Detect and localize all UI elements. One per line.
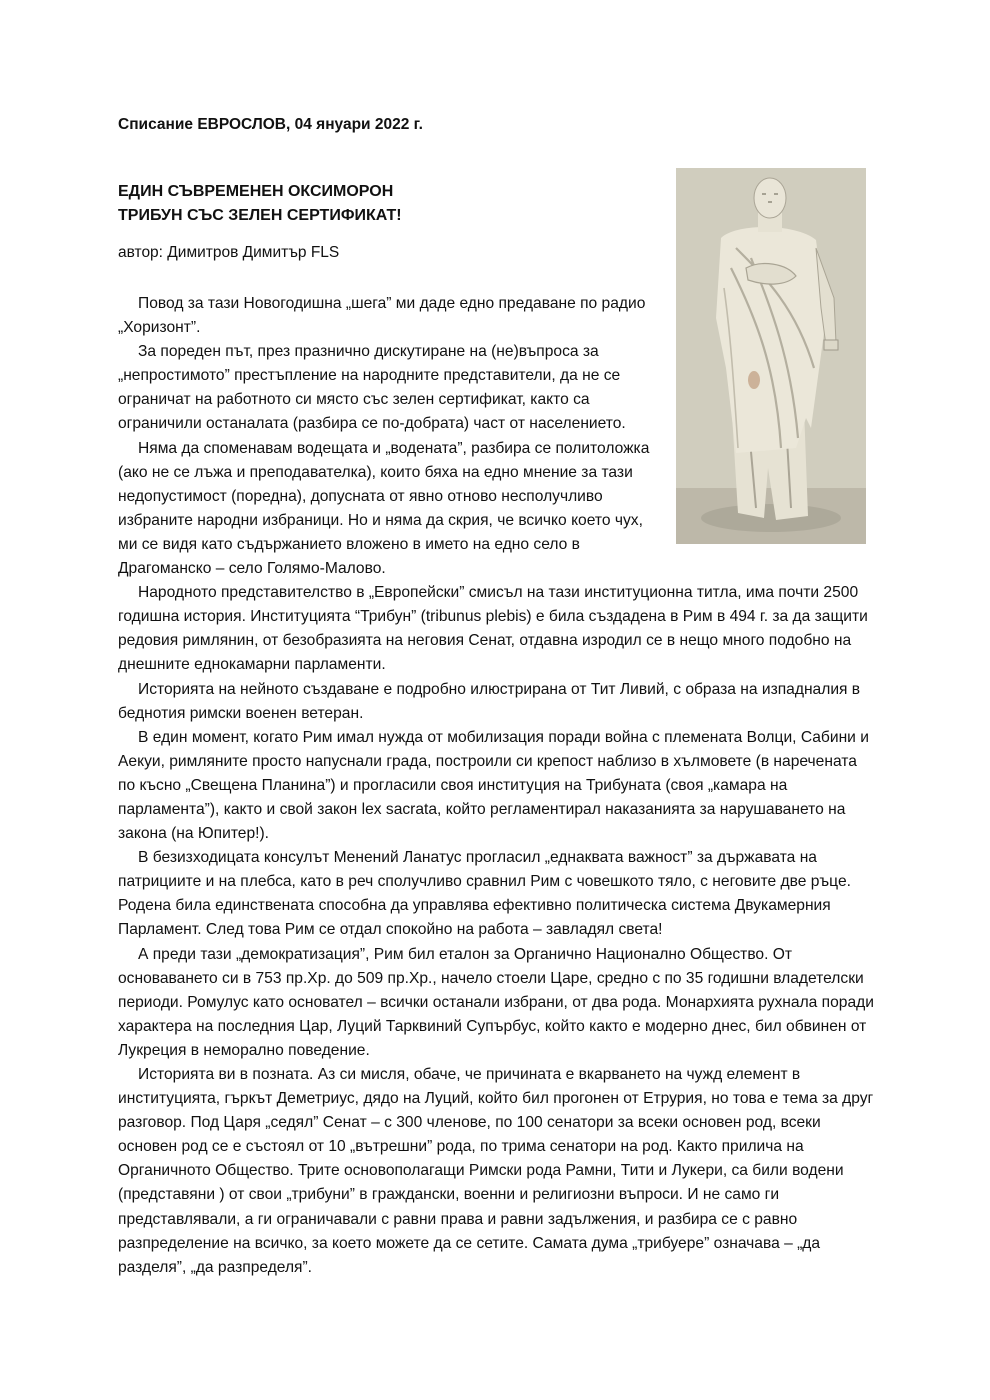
paragraph: В един момент, когато Рим имал нужда от мобилизация поради война с племената Волци, Сабини и Аекуи, римляните просто напуснали града, построили си крепост наблизо в хълмовете (в наречената по късно „Свещена Планина”) и прогласили своя институция на Трибуната (своя „камара на парламента”), както и свой закон lex sacrata, който регламентирал наказанията за нарушаването на закона (на Юпитер!). xyxy=(118,728,869,843)
paragraph: Няма да споменавам водещата и „водената”, разбира се политоложка (ако не се лъжа и преподавателка), които бяха на едно мнение за тази недопустимост (поредна), допусната от явно отново несполучливо избраните народни избраници. Но и няма да скрия, че всичко което чух, ми се видя като съдържанието вложено в името на едно село в Драгоманско – село Голямо-Малово. xyxy=(118,439,650,578)
title-line-2: ТРИБУН СЪС ЗЕЛЕН СЕРТИФИКАТ! xyxy=(118,207,402,224)
author-line: автор: Димитров Димитър FLS xyxy=(118,244,340,261)
paragraph: Историята ви в позната. Аз си мисля, обаче, че причината е вкарването на чужд елемент в институцията, гъркът Деметриус, дядо на Луций, който бил прогонен от Етрурия, но това е тема за друг разговор. Под Царя „седял” Сенат – с 300 членове, по 100 сенатори за всеки основен род, всеки основен род се е състоял от 10 „вътрешни” рода, по трима сенатори на род. Както прилича на Органичното Общество. Трите основополагащи Римски рода Рамни, Тити и Лукери, са били водени (представяни ) от свои „трибуни” в граждански, военни и религиозни въпроси. И не само ги представлявали, а ги ограничавали с равни права и равни задължения, и разбира се с равно разпределение на всичко, за което можете да се сетите. Самата дума „трибуере” означава – „да разделя”, „да разпределя”. xyxy=(118,1066,874,1276)
journal-line: Списание ЕВРОСЛОВ, 04 януари 2022 г. xyxy=(118,116,423,133)
paragraph: За пореден път, през празнично дискутиране на (не)въпроса за „непростимото” престъпление на народните представители, да не се ограничат на работното си място със зелен сертификат, както са ограничили останалата (разбира се по-добрата) част от населението. xyxy=(118,343,626,433)
paragraph: Историята на нейното създаване е подробно илюстрирана от Тит Ливий, с образа на изпадналия в беднотия римски военен ветеран. xyxy=(118,680,861,722)
image-float-spacer xyxy=(663,292,878,562)
title-line-1: ЕДИН СЪВРЕМЕНЕН ОКСИМОРОН xyxy=(118,183,394,200)
paragraph: Народното представителство в „Европейски” смисъл на тази институционна титла, има почти 2500 годишна история. Институцията “Трибун” (tribunus plebis) е била създадена в Рим в 494 г. за да защити редовия римлянин, от безобразията на неговия Сенат, отдавна изродил се в нещо много подобно на днешните еднокамарни парламенти. xyxy=(118,584,868,674)
paragraph: Повод за тази Новогодишна „шега” ми даде едно предаване по радио „Хоризонт”. xyxy=(118,295,646,337)
paragraph: В безизходицата консулът Мeнений Ланатус прогласил „еднаквата важност” за държавата на патрициите и на плебса, като в реч сполучливо сравнил Рим с човешкото тяло, с неговите две ръце. Родена била единствената способна да управлява ефективно политическа система Двукамерния Парламент. След това Рим се отдал спокойно на работа – завладял света! xyxy=(118,849,851,939)
article-title xyxy=(118,180,402,228)
article-body xyxy=(118,292,878,1280)
paragraph: А преди тази „демократизация”, Рим бил еталон за Органично Национално Общество. От основаването си в 753 пр.Хр. до 509 пр.Хр., начело стоели Царе, средно с по 35 годишни владетелски периоди. Ромулус като основател – всички останали избрани, от два рода. Монархията рухнала поради характера на последния Цар, Луций Тарквиний Супърбус, който както е модерно днес, бил обвинен от Лукреция в неморално поведение. xyxy=(118,945,874,1059)
